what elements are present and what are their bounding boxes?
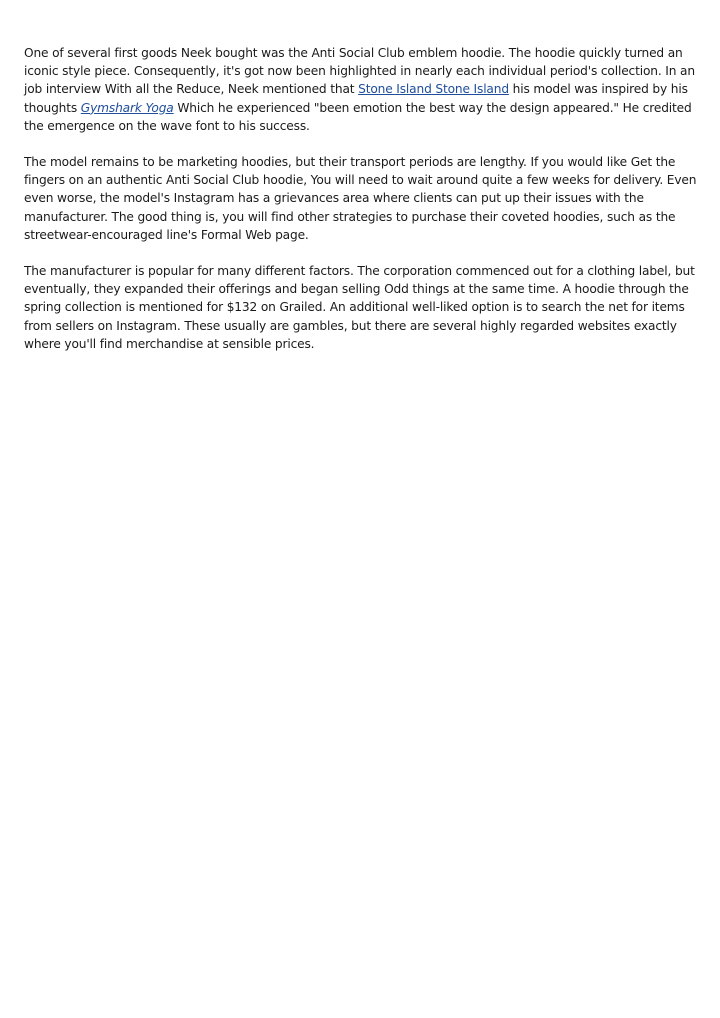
paragraph-1-text-a: One of several first goods Neek bought was the Anti Social Club emblem hoodie. The hoodie quickly turned an iconic style piece. Consequently, it's got now been highlighted in nearly each individual period's collection. In an job interview With all the Reduce, Neek mentioned that: [24, 46, 695, 97]
paragraph-2: The model remains to be marketing hoodies, but their transport periods are lengthy. If you would like Get the fingers on an authentic Anti Social Club hoodie, You will need to wait around quite a few weeks for delivery. Even even worse, the model's Instagram has a grievances area where clients can put up their issues with the manufacturer. The good thing is, you will find other strategies to purchase their coveted hoodies, such as the streetwear-encouraged line's Formal Web page.: [24, 155, 697, 242]
paragraph-3: The manufacturer is popular for many different factors. The corporation commenced out for a clothing label, but eventually, they expanded their offerings and began selling Odd things at the same time. A hoodie through the spring collection is mentioned for $132 on Grailed. An additional well-liked option is to search the net for items from sellers on Instagram. These usually are gambles, but there are several highly regarded websites exactly where you'll find merchandise at sensible prices.: [24, 264, 695, 351]
paragraph-1-text-b: his model was inspired by his thoughts: [24, 82, 688, 115]
stone-island-link[interactable]: Stone Island Stone Island: [358, 82, 509, 97]
article-body: [24, 44, 698, 371]
paragraph-1-text-c: Which he experienced "been emotion the best way the design appeared." He credited the emergence on the wave font to his success.: [24, 100, 692, 133]
paragraph-1: [24, 44, 698, 135]
gymshark-yoga-link[interactable]: Gymshark Yoga: [80, 100, 174, 115]
